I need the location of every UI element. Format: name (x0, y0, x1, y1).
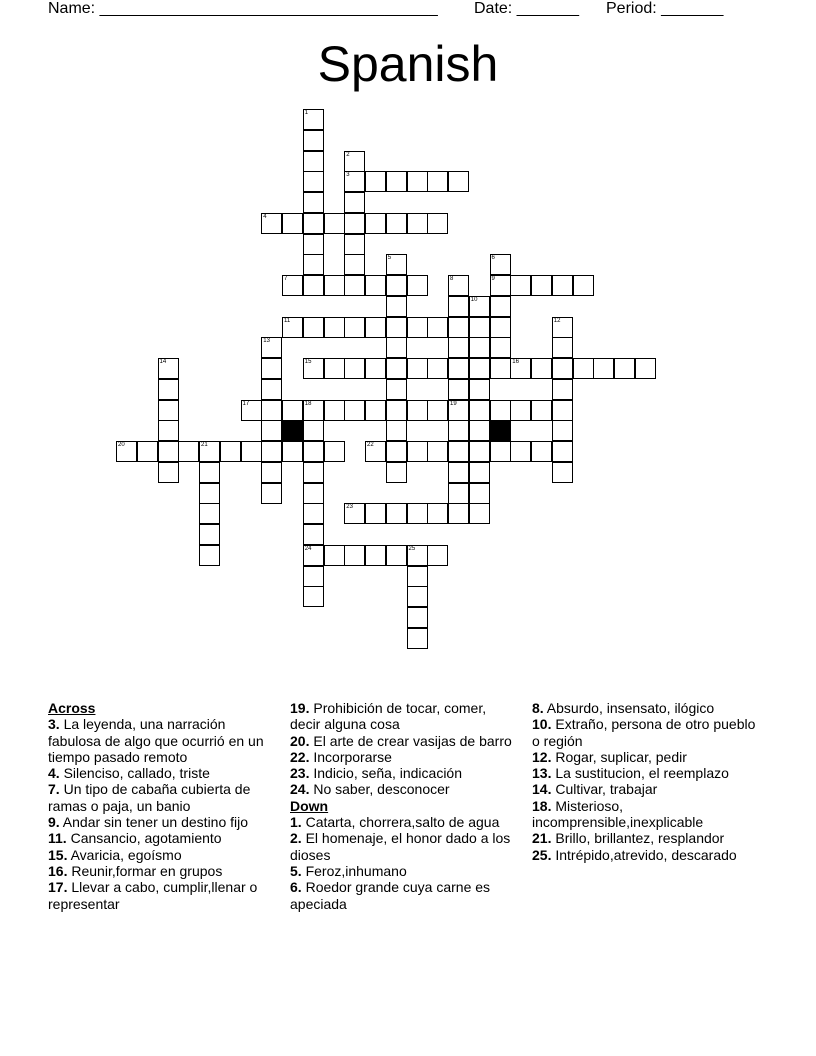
grid-cell[interactable] (407, 628, 428, 649)
grid-cell[interactable] (427, 400, 448, 421)
grid-cell[interactable] (469, 441, 490, 462)
clue-number: 16 (512, 359, 519, 365)
grid-cell[interactable] (303, 234, 324, 255)
grid-cell[interactable] (344, 213, 365, 234)
grid-cell[interactable] (407, 545, 428, 566)
clue-text: Cansancio, agotamiento (66, 830, 222, 847)
grid-cell[interactable] (407, 566, 428, 587)
clue-column-3 (532, 700, 767, 863)
grid-cell[interactable] (448, 441, 469, 462)
grid-cell[interactable] (303, 254, 324, 275)
grid-cell[interactable] (386, 337, 407, 358)
clue-number: 11 (284, 317, 291, 324)
grid-cell[interactable] (552, 358, 573, 379)
grid-cell[interactable] (469, 400, 490, 421)
grid-cell[interactable] (365, 317, 386, 338)
down-clue (532, 830, 767, 846)
clue-column-1 (48, 700, 280, 912)
grid-cell[interactable] (427, 503, 448, 524)
grid-cell[interactable] (303, 358, 324, 379)
grid-cell[interactable] (510, 358, 531, 379)
clue-text: La sustitucion, el reemplazo (551, 765, 729, 782)
grid-cell[interactable] (178, 441, 199, 462)
grid-cell[interactable] (303, 503, 324, 524)
grid-cell[interactable] (469, 420, 490, 441)
down-clue (290, 879, 520, 912)
grid-cell[interactable] (427, 171, 448, 192)
clue-number: 12 (553, 317, 561, 324)
clue-number-label: 22. (290, 748, 310, 765)
grid-cell[interactable] (552, 337, 573, 358)
grid-cell[interactable] (344, 192, 365, 213)
clue-number-label: 2. (290, 830, 302, 847)
clue-number: 4 (263, 213, 267, 220)
grid-cell[interactable] (386, 400, 407, 421)
clue-number: 3 (346, 172, 350, 179)
grid-cell[interactable] (490, 358, 511, 379)
across-clue (48, 847, 280, 863)
clue-text: No saber, desconocer (309, 781, 450, 798)
grid-cell[interactable] (365, 275, 386, 296)
clue-number-label: 24. (290, 781, 310, 798)
clue-number: 21 (201, 442, 208, 448)
grid-cell[interactable] (344, 317, 365, 338)
clue-number-label: 9. (48, 814, 60, 831)
clue-text: El homenaje, el honor dado a los dioses (290, 830, 511, 863)
grid-cell[interactable] (365, 503, 386, 524)
down-heading: Down (290, 797, 329, 814)
grid-cell[interactable] (552, 420, 573, 441)
grid-cell[interactable] (241, 441, 262, 462)
clue-text: Catarta, chorrera,salto de agua (301, 814, 500, 831)
clue-number-label: 4. (48, 765, 60, 782)
grid-cell[interactable] (344, 400, 365, 421)
period-field[interactable]: Period: _______ (606, 0, 724, 17)
across-clue (48, 765, 280, 781)
grid-cell[interactable] (386, 545, 407, 566)
clue-number-label: 18. (532, 797, 552, 814)
clue-text: Absurdo, insensato, ilógico (543, 700, 715, 716)
grid-cell[interactable] (552, 462, 573, 483)
grid-cell[interactable] (158, 358, 179, 379)
grid-cell[interactable] (241, 400, 262, 421)
down-clue (532, 781, 767, 797)
grid-cell[interactable] (427, 213, 448, 234)
grid-cell[interactable] (199, 524, 220, 545)
grid-cell[interactable] (303, 586, 324, 607)
grid-cell[interactable] (531, 358, 552, 379)
grid-cell[interactable] (365, 171, 386, 192)
down-clue (290, 863, 520, 879)
down-clue (290, 814, 520, 830)
grid-cell[interactable] (407, 586, 428, 607)
clue-number-label: 5. (290, 862, 302, 879)
grid-cell[interactable] (448, 379, 469, 400)
clue-number: 18 (304, 400, 312, 407)
grid-cell[interactable] (510, 400, 531, 421)
grid-cell[interactable] (261, 400, 282, 421)
grid-cell[interactable] (365, 545, 386, 566)
grid-cell[interactable] (552, 441, 573, 462)
clue-number-label: 19. (290, 700, 310, 716)
across-clue (48, 830, 280, 846)
clue-text: Misterioso, incomprensible,inexplicable (532, 797, 704, 831)
clue-text: El arte de crear vasijas de barro (309, 732, 512, 749)
grid-cell[interactable] (510, 275, 531, 296)
across-clue (48, 716, 280, 765)
grid-cell[interactable] (261, 420, 282, 441)
clue-number: 10 (470, 296, 478, 303)
grid-cell[interactable] (199, 462, 220, 483)
grid-cell[interactable] (303, 545, 324, 566)
clue-number-label: 11. (48, 830, 67, 847)
grid-cell[interactable] (324, 213, 345, 234)
grid-cell[interactable] (448, 420, 469, 441)
grid-cell[interactable] (303, 566, 324, 587)
grid-cell[interactable] (614, 358, 635, 379)
grid-cell[interactable] (158, 400, 179, 421)
grid-cell[interactable] (573, 275, 594, 296)
down-clue (532, 716, 767, 749)
grid-cell[interactable] (261, 337, 282, 358)
grid-cell[interactable] (448, 296, 469, 317)
clue-number: 15 (304, 359, 312, 365)
grid-cell[interactable] (303, 400, 324, 421)
clue-number: 17 (242, 400, 250, 407)
clue-number-label: 8. (532, 700, 544, 716)
grid-cell[interactable] (303, 462, 324, 483)
down-clue (290, 830, 520, 863)
grid-cell[interactable] (386, 358, 407, 379)
grid-cell[interactable] (344, 234, 365, 255)
grid-cell[interactable] (324, 545, 345, 566)
grid-cell[interactable] (490, 400, 511, 421)
grid-cell[interactable] (469, 358, 490, 379)
clue-number-label: 12. (532, 748, 552, 765)
grid-cell[interactable] (448, 400, 469, 421)
grid-cell[interactable] (490, 296, 511, 317)
across-clue (290, 749, 520, 765)
clue-number-label: 20. (290, 732, 310, 749)
clue-number: 23 (346, 504, 353, 511)
grid-cell[interactable] (158, 441, 179, 462)
grid-cell[interactable] (510, 441, 531, 462)
grid-cell[interactable] (261, 462, 282, 483)
grid-cell[interactable] (427, 441, 448, 462)
grid-cell[interactable] (324, 317, 345, 338)
clue-number-label: 7. (48, 781, 60, 798)
clue-number-label: 15. (48, 846, 68, 863)
grid-cell[interactable] (407, 317, 428, 338)
grid-cell[interactable] (386, 275, 407, 296)
grid-cell[interactable] (448, 483, 469, 504)
grid-cell[interactable] (531, 275, 552, 296)
clue-text: Extraño, persona de otro pueblo o región (532, 716, 756, 749)
grid-cell[interactable] (469, 296, 490, 317)
clue-number-label: 16. (48, 862, 68, 879)
clue-text: Intrépido,atrevido, descarado (551, 846, 737, 863)
clue-text: Feroz,inhumano (301, 862, 407, 879)
grid-cell[interactable] (303, 130, 324, 151)
clue-number-label: 17. (48, 879, 68, 896)
clue-text: Avaricia, egoísmo (67, 846, 182, 863)
grid-cell[interactable] (137, 441, 158, 462)
clue-number: 2 (346, 151, 350, 158)
grid-cell[interactable] (386, 420, 407, 441)
grid-cell[interactable] (303, 151, 324, 172)
grid-cell[interactable] (303, 275, 324, 296)
grid-cell[interactable] (344, 151, 365, 172)
grid-cell[interactable] (344, 545, 365, 566)
grid-cell[interactable] (199, 503, 220, 524)
clue-number: 24 (304, 545, 312, 552)
grid-cell[interactable] (531, 400, 552, 421)
clue-number: 7 (284, 276, 288, 282)
grid-cell[interactable] (116, 441, 137, 462)
clue-number-label: 14. (532, 781, 552, 798)
clue-text: Incorporarse (309, 748, 392, 765)
clue-column-2 (290, 700, 520, 912)
clue-number: 13 (263, 338, 270, 345)
grid-cell[interactable] (199, 441, 220, 462)
grid-cell[interactable] (303, 483, 324, 504)
grid-cell[interactable] (344, 503, 365, 524)
clue-text: Indicio, seña, indicación (309, 765, 463, 782)
clue-text: Andar sin tener un destino fijo (59, 814, 249, 831)
down-clue (532, 700, 767, 716)
grid-cell[interactable] (427, 545, 448, 566)
grid-cell[interactable] (365, 441, 386, 462)
grid-cell[interactable] (303, 317, 324, 338)
down-clue (532, 765, 767, 781)
grid-cell[interactable] (282, 275, 303, 296)
grid-cell[interactable] (344, 275, 365, 296)
clue-number-label: 3. (48, 716, 60, 733)
grid-cell[interactable] (282, 400, 303, 421)
clue-text: Silenciso, callado, triste (59, 765, 210, 782)
clue-number: 20 (118, 442, 125, 448)
grid-cell[interactable] (448, 337, 469, 358)
grid-cell[interactable] (344, 358, 365, 379)
grid-cell[interactable] (324, 441, 345, 462)
clue-number: 19 (450, 400, 457, 407)
grid-cell[interactable] (407, 607, 428, 628)
grid-cell[interactable] (407, 503, 428, 524)
clue-number: 6 (491, 255, 495, 262)
grid-cell[interactable] (261, 358, 282, 379)
grid-cell[interactable] (427, 317, 448, 338)
grid-cell[interactable] (199, 483, 220, 504)
grid-cell[interactable] (407, 275, 428, 296)
down-clue (532, 749, 767, 765)
grid-cell[interactable] (303, 171, 324, 192)
clue-text: Roedor grande cuya carne es apeciada (290, 879, 491, 912)
clue-number: 9 (491, 276, 495, 282)
grid-cell[interactable] (407, 171, 428, 192)
grid-cell[interactable] (448, 275, 469, 296)
grid-cell[interactable] (303, 441, 324, 462)
grid-cell[interactable] (261, 213, 282, 234)
grid-cell[interactable] (490, 254, 511, 275)
clue-text: Brillo, brillantez, resplandor (551, 830, 725, 847)
grid-cell[interactable] (490, 441, 511, 462)
grid-cell[interactable] (386, 462, 407, 483)
grid-cell[interactable] (303, 524, 324, 545)
clue-number-label: 25. (532, 846, 552, 863)
across-clue (48, 879, 280, 912)
clue-number: 14 (159, 359, 167, 365)
grid-cell[interactable] (593, 358, 614, 379)
grid-cell[interactable] (303, 192, 324, 213)
grid-cell[interactable] (386, 503, 407, 524)
black-cell (282, 420, 303, 441)
clue-text: Prohibición de tocar, comer, decir alguna cosa (290, 700, 487, 733)
grid-cell[interactable] (407, 441, 428, 462)
across-clue (48, 781, 280, 814)
clue-number-label: 6. (290, 879, 302, 896)
across-clue (48, 814, 280, 830)
grid-cell[interactable] (573, 358, 594, 379)
grid-cell[interactable] (469, 503, 490, 524)
grid-cell[interactable] (490, 337, 511, 358)
grid-cell[interactable] (344, 171, 365, 192)
page-title: Spanish (317, 36, 499, 92)
grid-cell[interactable] (469, 337, 490, 358)
grid-cell[interactable] (469, 462, 490, 483)
grid-cell[interactable] (386, 296, 407, 317)
grid-cell[interactable] (635, 358, 656, 379)
name-field[interactable]: Name: ______________________________________ (48, 0, 438, 17)
clue-text: Reunir,formar en grupos (67, 862, 223, 879)
grid-cell[interactable] (386, 213, 407, 234)
grid-cell[interactable] (407, 213, 428, 234)
clue-number-label: 13. (532, 765, 552, 782)
grid-cell[interactable] (386, 379, 407, 400)
grid-cell[interactable] (324, 275, 345, 296)
grid-cell[interactable] (552, 379, 573, 400)
grid-cell[interactable] (448, 317, 469, 338)
clue-text: Un tipo de cabaña cubierta de ramas o paja, un banio (48, 781, 251, 814)
grid-cell[interactable] (158, 462, 179, 483)
across-clue (290, 733, 520, 749)
grid-cell[interactable] (282, 213, 303, 234)
date-field[interactable]: Date: _______ (474, 0, 579, 17)
grid-cell[interactable] (448, 503, 469, 524)
clue-number: 1 (304, 110, 309, 116)
clue-text: Cultivar, trabajar (551, 781, 658, 798)
grid-cell[interactable] (158, 420, 179, 441)
down-clue (532, 798, 767, 831)
grid-cell[interactable] (324, 400, 345, 421)
grid-cell[interactable] (303, 109, 324, 130)
grid-cell[interactable] (469, 483, 490, 504)
grid-cell[interactable] (386, 171, 407, 192)
grid-cell[interactable] (469, 317, 490, 338)
grid-cell[interactable] (365, 400, 386, 421)
clue-number: 22 (367, 442, 374, 448)
grid-cell[interactable] (448, 358, 469, 379)
grid-cell[interactable] (282, 441, 303, 462)
across-clue (48, 863, 280, 879)
grid-cell[interactable] (552, 317, 573, 338)
across-clue (290, 781, 520, 797)
clue-text: Llevar a cabo, cumplir,llenar o representar (48, 879, 258, 912)
clue-number-label: 1. (290, 814, 302, 831)
grid-cell[interactable] (407, 358, 428, 379)
grid-cell[interactable] (386, 254, 407, 275)
clue-number: 25 (408, 545, 416, 552)
grid-cell[interactable] (158, 379, 179, 400)
grid-cell[interactable] (531, 441, 552, 462)
clue-text: La leyenda, una narración fabulosa de algo que ocurrió en un tiempo pasado remoto (48, 716, 264, 765)
clue-text: Rogar, suplicar, pedir (551, 748, 687, 765)
grid-cell[interactable] (261, 441, 282, 462)
grid-cell[interactable] (448, 171, 469, 192)
grid-cell[interactable] (220, 441, 241, 462)
clue-number-label: 10. (532, 716, 552, 733)
black-cell (490, 420, 511, 441)
grid-cell[interactable] (303, 213, 324, 234)
across-heading: Across (48, 700, 96, 716)
grid-cell[interactable] (386, 441, 407, 462)
grid-cell[interactable] (469, 379, 490, 400)
grid-cell[interactable] (365, 358, 386, 379)
grid-cell[interactable] (490, 275, 511, 296)
grid-cell[interactable] (365, 213, 386, 234)
across-clue (290, 765, 520, 781)
grid-cell[interactable] (324, 358, 345, 379)
clue-number-label: 23. (290, 765, 310, 782)
clue-number: 8 (450, 276, 454, 282)
grid-cell[interactable] (427, 358, 448, 379)
grid-cell[interactable] (344, 254, 365, 275)
grid-cell[interactable] (552, 275, 573, 296)
grid-cell[interactable] (199, 545, 220, 566)
grid-cell[interactable] (282, 317, 303, 338)
grid-cell[interactable] (490, 317, 511, 338)
grid-cell[interactable] (303, 420, 324, 441)
down-clue (532, 847, 767, 863)
grid-cell[interactable] (448, 462, 469, 483)
grid-cell[interactable] (261, 379, 282, 400)
across-clue (290, 700, 520, 733)
grid-cell[interactable] (261, 483, 282, 504)
grid-cell[interactable] (386, 317, 407, 338)
grid-cell[interactable] (552, 400, 573, 421)
clue-number-label: 21. (532, 830, 552, 847)
grid-cell[interactable] (407, 400, 428, 421)
clue-number: 5 (387, 255, 392, 262)
